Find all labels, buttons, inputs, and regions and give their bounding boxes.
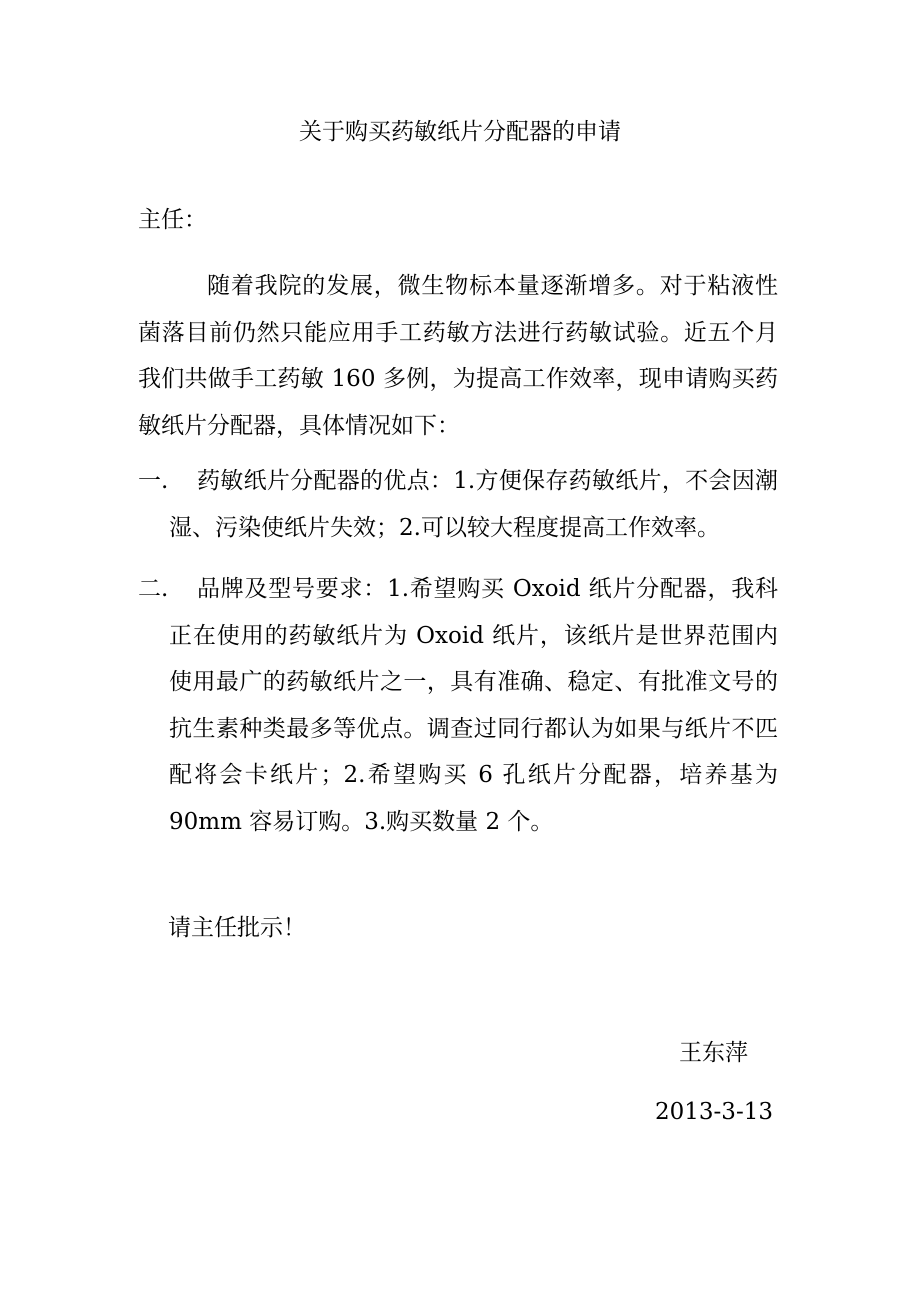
document-title: 关于购买药敏纸片分配器的申请 [299, 119, 621, 145]
body-paragraph: 随着我院的发展，微生物标本量逐渐增多。对于粘液性菌落目前仍然只能应用手工药敏方法进行药敏试验。近五个月我们共做手工药敏 160 多例，为提高工作效率，现申请购买药敏纸片分配器，具体情况如下： [138, 273, 778, 439]
list-item-text: 品牌及型号要求：1.希望购买 Oxoid 纸片分配器，我科正在使用的药敏纸片为 Oxoid 纸片，该纸片是世界范围内使用最广的药敏纸片之一，具有准确、稳定、有批准文号的抗生素种类最多等优点。调查过同行都认为如果与纸片不匹配将会卡纸片；2.希望购买 6 孔纸片分配器，培养基为 90mm 容易订购。3.购买数量 2 个。 [169, 576, 778, 835]
list-item-requirements [138, 566, 778, 845]
list-item-text: 药敏纸片分配器的优点：1.方便保存药敏纸片，不会因潮湿、污染使纸片失效；2.可以较大程度提高工作效率。 [169, 468, 778, 541]
list-item-advantages [138, 458, 778, 551]
document-date: 2013-3-13 [655, 1099, 773, 1125]
signature-name: 王东萍 [679, 1040, 748, 1066]
list-marker: 二. [138, 576, 169, 602]
closing-request: 请主任批示！ [168, 915, 306, 941]
list-marker: 一. [138, 468, 169, 494]
salutation: 主任： [138, 207, 207, 233]
